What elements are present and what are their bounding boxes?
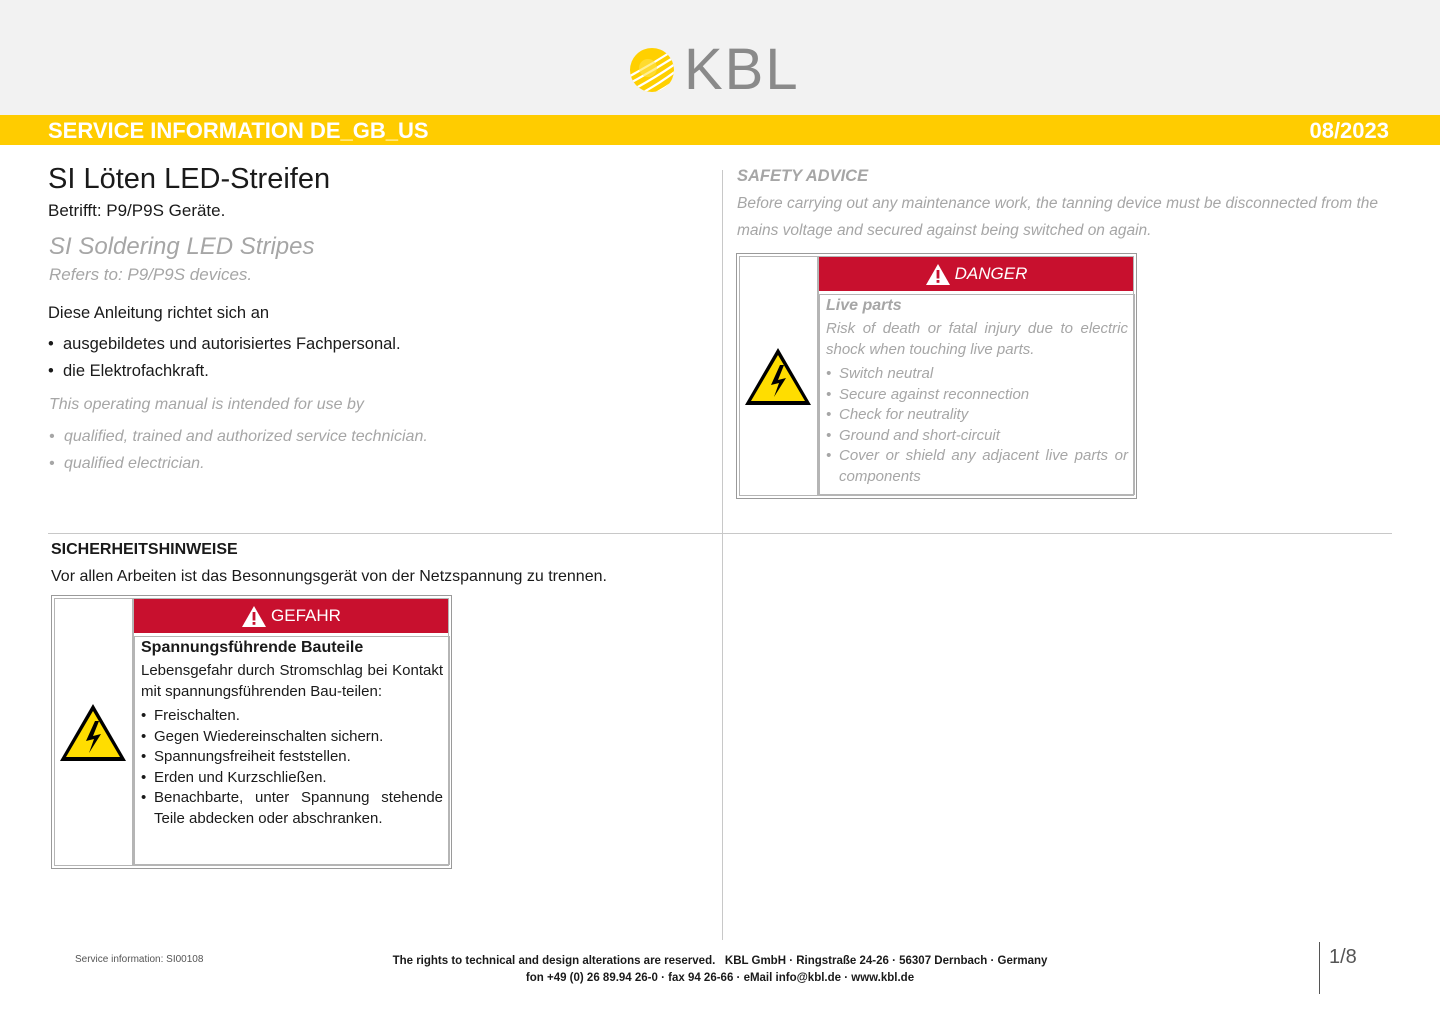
warning-body: Lebensgefahr durch Stromschlag bei Kontakt mit spannungsführenden Bau-teilen: [141,662,443,700]
english-audience-intro: This operating manual is intended for use by [49,396,364,413]
page-number: 1/8 [1329,946,1357,968]
list-item: • qualified, trained and authorized service technician. [49,423,428,450]
warning-icon-column [55,599,134,865]
footer-rights-line: The rights to technical and design alterations are reserved. KBL GmbH · Ringstraße 24-26 · 56307 Dernbach · Germany [392,955,1048,967]
footer-contact-line: fon +49 (0) 26 89.94 26-0 · fax 94 26-66 · eMail info@kbl.de · www.kbl.de [525,972,915,984]
list-item: • die Elektrofachkraft. [48,358,401,385]
safety-advice-heading: SAFETY ADVICE [737,167,869,185]
list-item: • Spannungsfreiheit feststellen. [141,747,443,768]
safety-notes-text: Vor allen Arbeiten ist das Besonnungsgerät von der Netzspannung zu trennen. [51,568,607,585]
list-item: • Erden und Kurzschließen. [141,768,443,789]
list-item: • Secure against reconnection [826,385,1128,406]
list-item: • Cover or shield any adjacent live parts or components [826,446,1128,487]
high-voltage-warning-icon [57,701,129,765]
concerns-line: Betrifft: P9/P9S Geräte. [48,201,226,220]
safety-advice-text: Before carrying out any maintenance work, the tanning device must be disconnected from the mains voltage and secured against being switched on again. [737,195,1379,239]
list-item: • ausgebildetes und autorisiertes Fachpersonal. [48,331,401,358]
danger-banner-label: GEFAHR [271,606,341,625]
sun-logo-icon [628,46,676,94]
danger-banner-label: DANGER [954,264,1028,283]
warning-body: Risk of death or fatal injury due to electric shock when touching live parts. [826,320,1128,358]
warning-triangle-icon [241,605,267,628]
english-audience-list [49,423,428,477]
danger-warning-box-de [51,595,452,869]
warning-steps [826,364,1128,487]
warning-heading: Spannungsführende Bauteile [141,639,364,656]
audience-intro: Diese Anleitung richtet sich an [48,304,270,322]
danger-banner [819,257,1133,291]
kbl-logo [628,37,800,102]
high-voltage-warning-icon [742,345,814,409]
list-item: • qualified electrician. [49,450,428,477]
warning-heading: Live parts [826,297,902,314]
english-title: SI Soldering LED Stripes [49,233,315,260]
warning-icon-column [740,257,819,495]
section-divider [48,533,1392,534]
footer-legal [300,953,1140,987]
list-item: • Gegen Wiedereinschalten sichern. [141,727,443,748]
warning-steps [141,706,443,829]
warning-triangle-icon [925,263,951,286]
footer-separator [1319,942,1320,994]
document-type-title: SERVICE INFORMATION DE_GB_US [48,118,429,143]
title-bar [0,115,1440,145]
footer-document-reference: Service information: SI00108 [75,954,204,965]
danger-banner [134,599,448,633]
list-item: • Freischalten. [141,706,443,727]
warning-content [134,636,450,865]
page-title: SI Löten LED-Streifen [48,163,331,195]
logo-wordmark: KBL [684,37,800,102]
english-refers-line: Refers to: P9/P9S devices. [49,265,253,284]
warning-content [819,294,1135,495]
document-date: 08/2023 [1309,118,1389,143]
danger-warning-box-en [736,253,1137,499]
list-item: • Check for neutrality [826,405,1128,426]
list-item: • Benachbarte, unter Spannung stehende Teile abdecken oder abschranken. [141,788,443,829]
list-item: • Switch neutral [826,364,1128,385]
safety-notes-heading: SICHERHEITSHINWEISE [51,541,238,558]
column-divider [722,170,723,940]
list-item: • Ground and short-circuit [826,426,1128,447]
audience-list [48,331,401,385]
